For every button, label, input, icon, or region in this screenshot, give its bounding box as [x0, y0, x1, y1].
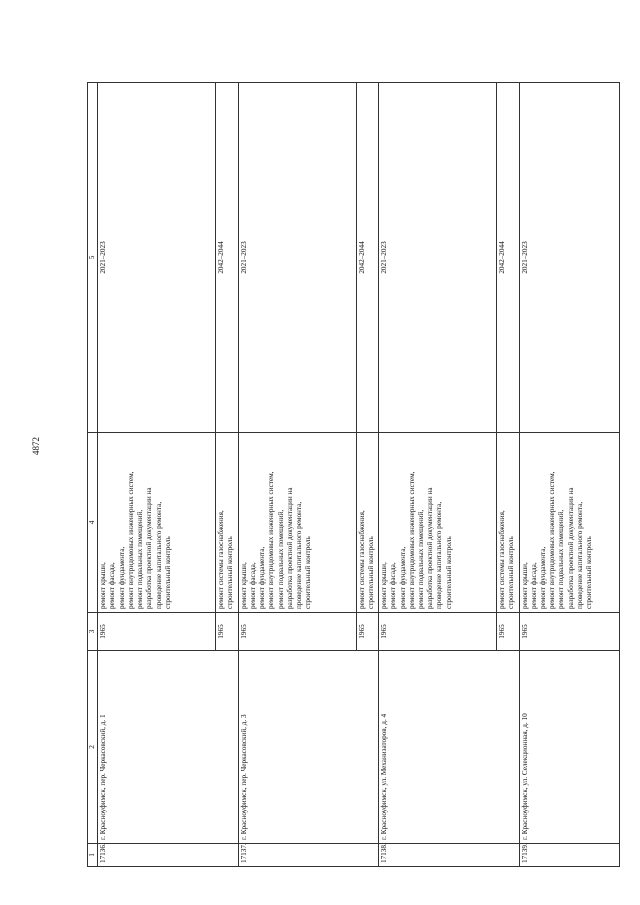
table-row: [98, 83, 216, 867]
building-address: г. Красноуфимск, ул. Селекционная, д. 10: [519, 651, 619, 844]
repair-work-item: ремонт подвальных помещений,: [416, 509, 425, 609]
repair-work-item: разработка проектной документации на: [145, 487, 154, 609]
repair-work-item: ремонт подвальных помещений,: [557, 509, 566, 609]
repair-work-item: ремонт внутридомовых инженерных систем,: [267, 471, 276, 609]
repair-work-item: ремонт крыши,: [239, 562, 248, 609]
construction-year: 1965: [356, 613, 378, 651]
repair-work-item: строительный контроль: [507, 536, 516, 609]
column-header: 4: [88, 433, 98, 613]
repair-work-item: ремонт фундамента,: [117, 546, 126, 609]
construction-year: 1965: [379, 613, 497, 651]
repair-work-item: ремонт фасада,: [248, 562, 257, 609]
table-row: [519, 83, 619, 867]
repair-period: 2042–2044: [216, 83, 238, 433]
repair-work-item: разработка проектной документации на: [566, 487, 575, 609]
repair-work-item: ремонт фасада,: [108, 562, 117, 609]
repair-period: 2021–2023: [238, 83, 356, 433]
repair-work-item: проведение капитального ремонта,: [154, 501, 163, 609]
repair-works-list: [519, 433, 619, 613]
construction-year: 1965: [519, 613, 619, 651]
repair-work-item: разработка проектной документации на: [285, 487, 294, 609]
column-header: 2: [88, 651, 98, 844]
construction-year: 1965: [497, 613, 519, 651]
table-body: [98, 83, 619, 867]
page-number: 4872: [31, 437, 41, 455]
repair-work-item: ремонт подвальных помещений,: [276, 509, 285, 609]
row-number: 17138.: [379, 844, 519, 867]
construction-year: 1965: [216, 613, 238, 651]
repair-work-item: ремонт фундамента,: [538, 546, 547, 609]
repair-works-list: [497, 433, 519, 613]
rotated-table-container: [87, 82, 594, 867]
repair-work-item: ремонт внутридомовых инженерных систем,: [548, 471, 557, 609]
building-address: г. Красноуфимск, ул. Механизаторов, д. 4: [379, 651, 519, 844]
repair-work-item: ремонт системы газоснабжения,: [498, 510, 507, 609]
column-number-row: [88, 83, 98, 867]
repair-work-item: ремонт фундамента,: [258, 546, 267, 609]
repair-work-item: строительный контроль: [444, 536, 453, 609]
building-address: г. Красноуфимск, пер. Черкасовский, д. 1: [98, 651, 238, 844]
repair-work-item: строительный контроль: [366, 536, 375, 609]
repair-work-item: строительный контроль: [226, 536, 235, 609]
construction-year: 1965: [98, 613, 216, 651]
capital-repair-table: [87, 82, 620, 867]
construction-year: 1965: [238, 613, 356, 651]
repair-work-item: ремонт крыши,: [520, 562, 529, 609]
row-number: 17139.: [519, 844, 619, 867]
repair-work-item: ремонт внутридомовых инженерных систем,: [126, 471, 135, 609]
repair-work-item: ремонт фасада,: [389, 562, 398, 609]
repair-work-item: строительный контроль: [585, 536, 594, 609]
table-row: [238, 83, 356, 867]
table-row: [379, 83, 497, 867]
repair-works-list: [379, 433, 497, 613]
repair-work-item: строительный контроль: [304, 536, 313, 609]
repair-work-item: проведение капитального ремонта,: [575, 501, 584, 609]
repair-work-item: ремонт системы газоснабжения,: [357, 510, 366, 609]
row-number: 17137.: [238, 844, 378, 867]
repair-period: 2021–2023: [98, 83, 216, 433]
repair-works-list: [238, 433, 356, 613]
repair-work-item: строительный контроль: [163, 536, 172, 609]
repair-work-item: ремонт фасада,: [529, 562, 538, 609]
repair-work-item: проведение капитального ремонта,: [435, 501, 444, 609]
column-header: 1: [88, 844, 98, 867]
repair-period: 2021–2023: [519, 83, 619, 433]
repair-period: 2021–2023: [379, 83, 497, 433]
column-header: 3: [88, 613, 98, 651]
repair-works-list: [98, 433, 216, 613]
repair-work-item: проведение капитального ремонта,: [294, 501, 303, 609]
row-number: 17136.: [98, 844, 238, 867]
repair-work-item: ремонт системы газоснабжения,: [217, 510, 226, 609]
column-header: 5: [88, 83, 98, 433]
repair-period: 2042–2044: [356, 83, 378, 433]
repair-period: 2042–2044: [497, 83, 519, 433]
repair-work-item: ремонт крыши,: [380, 562, 389, 609]
repair-work-item: ремонт фундамента,: [398, 546, 407, 609]
repair-work-item: разработка проектной документации на: [426, 487, 435, 609]
repair-work-item: ремонт внутридомовых инженерных систем,: [407, 471, 416, 609]
repair-works-list: [216, 433, 238, 613]
building-address: г. Красноуфимск, пер. Черкасовский, д. 3: [238, 651, 378, 844]
repair-work-item: ремонт подвальных помещений,: [136, 509, 145, 609]
repair-works-list: [356, 433, 378, 613]
repair-work-item: ремонт крыши,: [99, 562, 108, 609]
